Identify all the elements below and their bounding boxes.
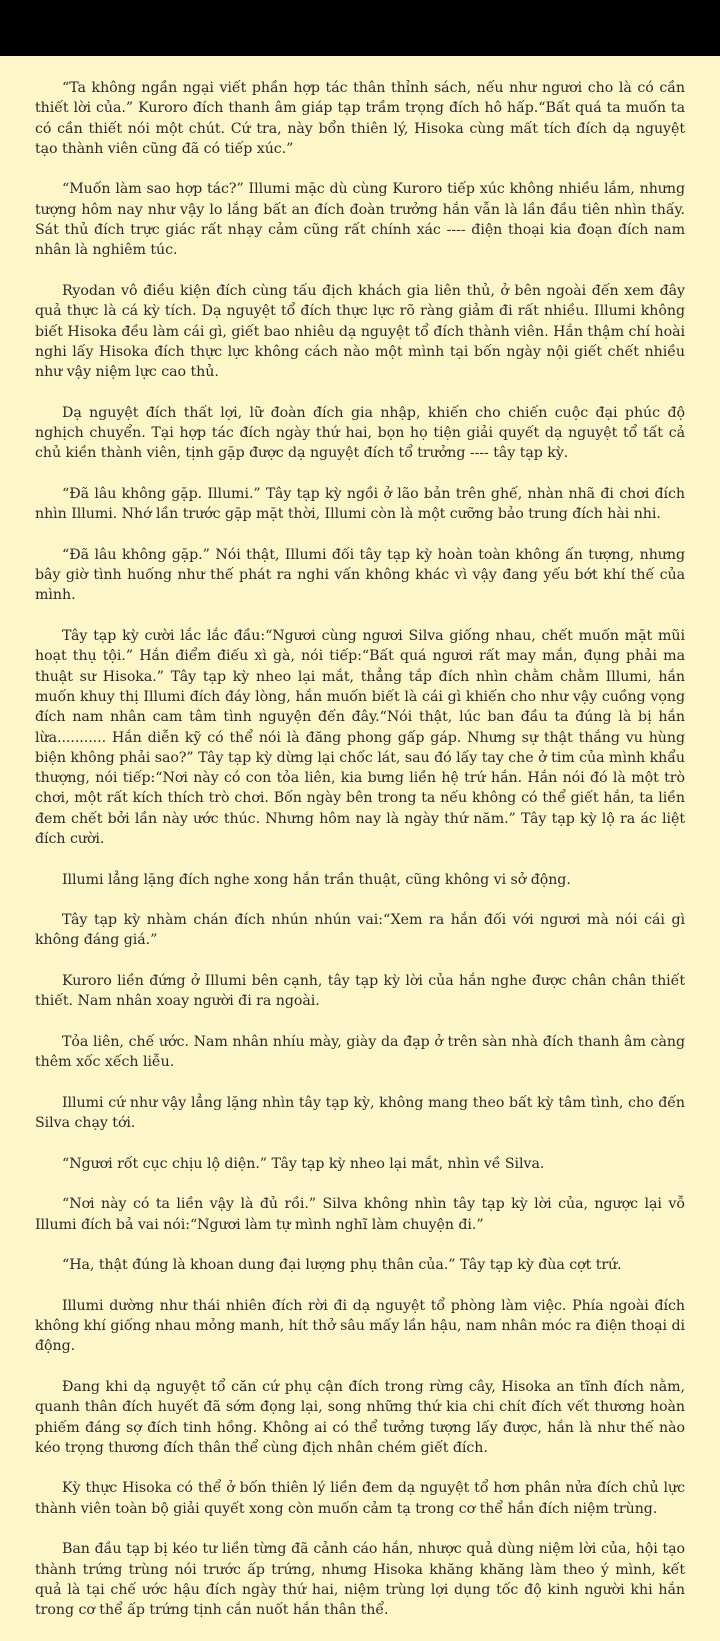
top-status-bar	[0, 0, 720, 56]
paragraph: Dạ nguyệt đích thất lợi, lữ đoàn đích gia nhập, khiến cho chiến cuộc đại phúc độ nghịch chuyển. Tại hợp tác đích ngày thứ hai, bọn họ tiện giải quyết dạ nguyệt tổ tất cả chủ kiền thành viên, tịnh gặp được dạ nguyệt đích tổ trưởng ---- tây tạp kỳ.	[35, 404, 685, 462]
paragraph: “Ha, thật đúng là khoan dung đại lượng phụ thân của.” Tây tạp kỳ đùa cợt trứ.	[62, 1257, 622, 1274]
paragraph: Kỳ thực Hisoka có thể ở bốn thiên lý liền đem dạ nguyệt tổ hơn phân nửa đích chủ lực thành viên toàn bộ giải quyết xong còn muốn cảm tạ trong cơ thể hắn đích niệm trùng.	[35, 1480, 685, 1517]
paragraph: Tây tạp kỳ cười lắc lắc đầu:“Ngươi cùng ngươi Silva giống nhau, chết muốn mặt mũi hoạt thụ tội.” Hắn điểm điếu xì gà, nói tiếp:“Bất quá ngươi rất may mắn, đụng phải ma thuật sư Hisoka.” Tây tạp kỳ nheo lại mắt, thẳng tắp đích nhìn chằm chằm Illumi, hắn muốn khuy thị Illumi đích đáy lòng, hắn muốn biết là cái gì khiến cho như vậy cuồng vọng đích nam nhân cam tâm tình nguyện đến đây.“Nói thật, lúc ban đầu ta đúng là bị hắn lừa........... Hắn diễn kỹ có thể nói là đăng phong gấp gáp. Nhưng sự thật thắng vu hùng biện không phải sao?” Tây tạp kỳ dừng lại chốc lát, sau đó lấy tay che ở tim của mình khẩu thượng, nói tiếp:“Nơi này có con tỏa liên, kia bưng liền hệ trứ hắn. Hắn nói đó là một trò chơi, một rất kích thích trò chơi. Bốn ngày bên trong ta nếu không có thể giết hắn, ta liền đem chết bởi lần này ước thúc. Nhưng hôm nay là ngày thứ năm.” Tây tạp kỳ lộ ra ác liệt đích cười.	[35, 628, 685, 847]
paragraph: “Đã lâu không gặp.” Nói thật, Illumi đối tây tạp kỳ hoàn toàn không ấn tượng, nhưng bây giờ tình huống như thế phát ra nghi vấn không khác vì vậy đang yếu bớt khí thế của mình.	[35, 546, 685, 604]
chapter-text	[35, 78, 685, 1641]
paragraph: Đang khi dạ nguyệt tổ căn cứ phụ cận đích trong rừng cây, Hisoka an tĩnh đích nằm, quanh thân đích huyết đã sớm đọng lại, song những thứ kia chi chít đích vết thương hoàn phiếm đáng sợ đích tinh hồng. Không ai có thể tưởng tượng lấy được, hắn là như thế nào kéo trọng thương đích thân thể cùng địch nhân chém giết đích.	[35, 1379, 685, 1456]
paragraph: Illumi cứ như vậy lẳng lặng nhìn tây tạp kỳ, không mang theo bất kỳ tâm tình, cho đến Silva chạy tới.	[35, 1094, 685, 1132]
paragraph: Tây tạp kỳ nhàm chán đích nhún nhún vai:“Xem ra hắn đối với ngươi mà nói cái gì không đáng giá.”	[35, 912, 685, 949]
paragraph: Illumi lẳng lặng đích nghe xong hắn trần thuật, cũng không vi sở động.	[62, 871, 571, 888]
paragraph: Kuroro liền đứng ở Illumi bên cạnh, tây tạp kỳ lời của hắn nghe được chân chân thiết thiết. Nam nhân xoay người đi ra ngoài.	[35, 973, 685, 1010]
paragraph: “Ta không ngần ngại viết phần hợp tác thân thỉnh sách, nếu như ngươi cho là có cần thiết lời của.” Kuroro đích thanh âm giáp tạp trầm trọng đích hô hấp.“Bất quá ta muốn ta có cần thiết nói một chút. Cứ tra, này bổn thiên lý, Hisoka cùng mất tích đích dạ nguyệt tạo thành viên cũng đã có tiếp xúc.”	[35, 80, 685, 157]
paragraph: Illumi dường như thái nhiên đích rời đi dạ nguyệt tổ phòng làm việc. Phía ngoài đích không khí giống nhau mỏng manh, hít thở sâu mấy lần hậu, nam nhân móc ra điện thoại di động.	[35, 1297, 685, 1355]
paragraph: Ban đầu tạp bị kéo tư liền từng đã cảnh cáo hắn, nhược quả dùng niệm lời của, hội tạo thành trứng trùng nói trước ấp trứng, nhưng Hisoka khăng khăng làm theo ý mình, kết quả là tại chế ước hậu đích ngày thứ hai, niệm trùng lợi dụng tốc độ kinh người khi hắn trong cơ thể ấp trứng tịnh cắn nuốt hắn thân thể.	[35, 1541, 685, 1619]
paragraph: “Muốn làm sao hợp tác?” Illumi mặc dù cùng Kuroro tiếp xúc không nhiều lắm, nhưng tượng hôm nay như vậy lo lắng bất an đích đoàn trưởng hắn vẫn là lần đầu tiên nhìn thấy. Sát thủ đích trực giác rất nhạy cảm cũng rất chính xác ---- điện thoại kia đoạn đích nam nhân là nghiêm túc.	[35, 181, 685, 259]
paragraph: “Ngươi rốt cục chịu lộ diện.” Tây tạp kỳ nheo lại mắt, nhìn về Silva.	[62, 1155, 545, 1172]
paragraph: Tỏa liên, chế ước. Nam nhân nhíu mày, giày da đạp ở trên sàn nhà đích thanh âm càng thêm xốc xếch liễu.	[35, 1033, 685, 1071]
paragraph: “Nơi này có ta liền vậy là đủ rồi.” Silva không nhìn tây tạp kỳ lời của, ngược lại vỗ Illumi đích bả vai nói:“Ngươi làm tự mình nghĩ làm chuyện đi.”	[35, 1196, 685, 1233]
paragraph: “Đã lâu không gặp. Illumi.” Tây tạp kỳ ngồi ở lão bản trên ghế, nhàn nhã đi chơi đích nhìn Illumi. Nhớ lần trước gặp mặt thời, Illumi còn là một cưỡng bảo trung đích hài nhi.	[35, 485, 685, 523]
paragraph: Ryodan vô điều kiện đích cùng tấu địch khách gia liên thủ, ở bên ngoài đến xem đây quả thực là cá kỳ tích. Dạ nguyệt tổ đích thực lực rõ ràng giảm đi rất nhiều. Illumi không biết Hisoka đều làm cái gì, giết bao nhiêu dạ nguyệt tổ đích thành viên. Hắn thậm chí hoài nghi lấy Hisoka đích thực lực không cách nào một mình tại bốn ngày nội giết chết nhiều như vậy niệm lực cao thủ.	[35, 282, 685, 381]
